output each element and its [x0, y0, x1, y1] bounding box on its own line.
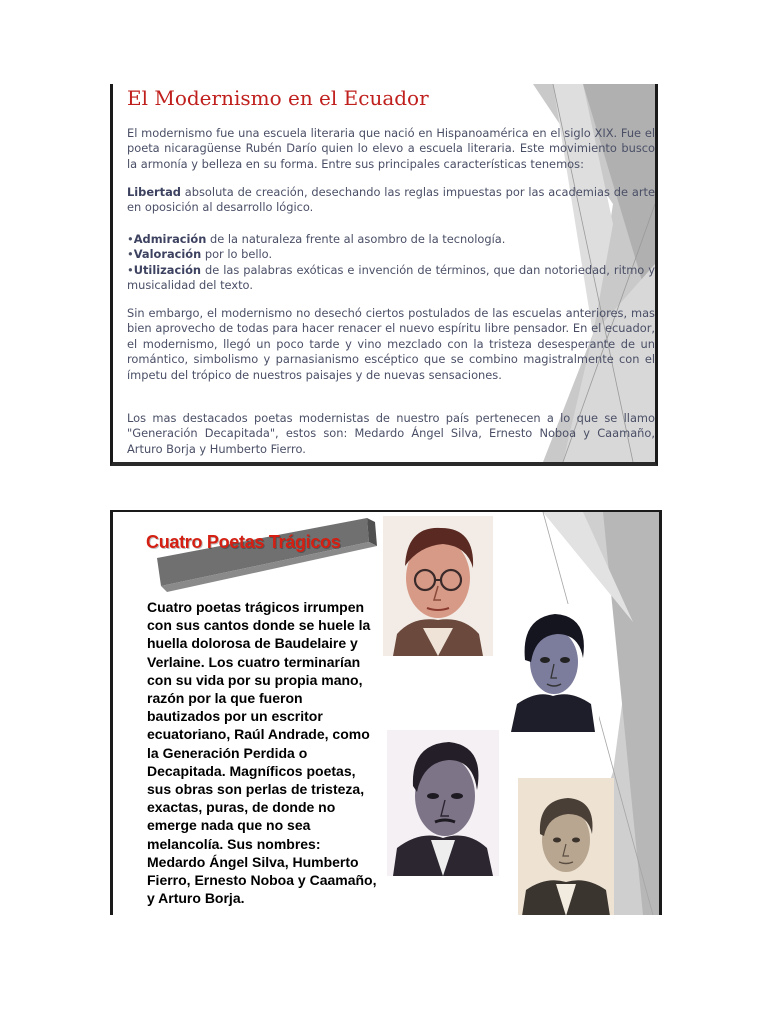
portrait-man-icon: [518, 778, 614, 915]
bullet-icon: •: [127, 247, 134, 262]
intro-paragraph: El modernismo fue una escuela literaria que nació en Hispanoamérica en el siglo XIX. Fue el poeta nicaragüense Rubén Darío quien lo elevo a escuela literaria. Este movimiento busco la armonía y belleza en su forma. Entre sus principales características tenemos:: [127, 126, 655, 171]
list-item: [127, 247, 655, 262]
list-item-text: de la naturaleza frente al asombro de la tecnología.: [206, 232, 506, 246]
slide-title: Cuatro Poetas Trágicos: [146, 532, 341, 552]
portrait-glasses-icon: [383, 516, 493, 656]
list-item-term: Valoración: [133, 247, 202, 262]
context-paragraph: Sin embargo, el modernismo no desechó ciertos postulados de las escuelas anteriores, mas bien aprovecho de todas para hacer renacer el nuevo espíritu libre pensador. En el ecuador, el modernismo, llegó un poco tarde y vino mezclado con la tristeza desesperante de un romántico, simbolismo y parnasianismo escéptico que se combino magistralmente con el ímpetu del trópico de nuestros paisajes y de nuevas sensaciones.: [127, 306, 655, 382]
libertad-paragraph: [127, 185, 655, 216]
poets-description: Cuatro poetas trágicos irrumpen con sus cantos donde se huele la huella dolorosa de Baudelaire y Verlaine. Los cuatro terminarían con su vida por su propia mano, razón por la que fueron bautizados por un escritor ecuatoriano, Raúl Andrade, como la Generación Perdida o Decapitada. Magníficos poetas, sus obras son perlas de tristeza, exactas, puras, de donde no emerge nada que no sea melancolía. Sus nombres: Medardo Ángel Silva, Humberto Fierro, Ernesto Noboa y Caamaño, y Arturo Borja.: [147, 599, 377, 907]
list-item: [127, 263, 655, 294]
libertad-term: Libertad: [127, 185, 181, 199]
libertad-description: absoluta de creación, desechando las reglas impuestas por las academias de arte en oposición al desarrollo lógico.: [127, 185, 655, 215]
list-item-term: Admiración: [133, 232, 207, 246]
portrait-image: [518, 778, 614, 915]
slide-modernismo: [110, 84, 658, 466]
characteristics-list: [127, 232, 655, 294]
list-item-text: por lo bello.: [201, 247, 273, 262]
portrait-man-icon: [507, 604, 599, 732]
bullet-icon: •: [127, 262, 134, 277]
title-banner: [153, 512, 383, 602]
portrait-image: [507, 604, 599, 732]
list-item-term: Utilización: [133, 262, 202, 277]
portrait-man-icon: [387, 730, 499, 876]
poets-paragraph: Los mas destacados poetas modernistas de nuestro país pertenecen a lo que se llamo "Generación Decapitada", estos son: Medardo Ángel Silva, Ernesto Noboa y Caamaño, Arturo Borja y Humberto Fierro.: [127, 411, 655, 456]
list-item-text: de las palabras exóticas e invención de términos, que dan notoriedad, ritmo y musicalidad del texto.: [127, 262, 655, 293]
slide-cuatro-poetas: [110, 510, 662, 915]
list-item: [127, 232, 655, 247]
slide-title: El Modernismo en el Ecuador: [127, 86, 429, 110]
bullet-icon: •: [127, 232, 134, 246]
portrait-image: [387, 730, 499, 876]
portrait-image: [383, 516, 493, 656]
